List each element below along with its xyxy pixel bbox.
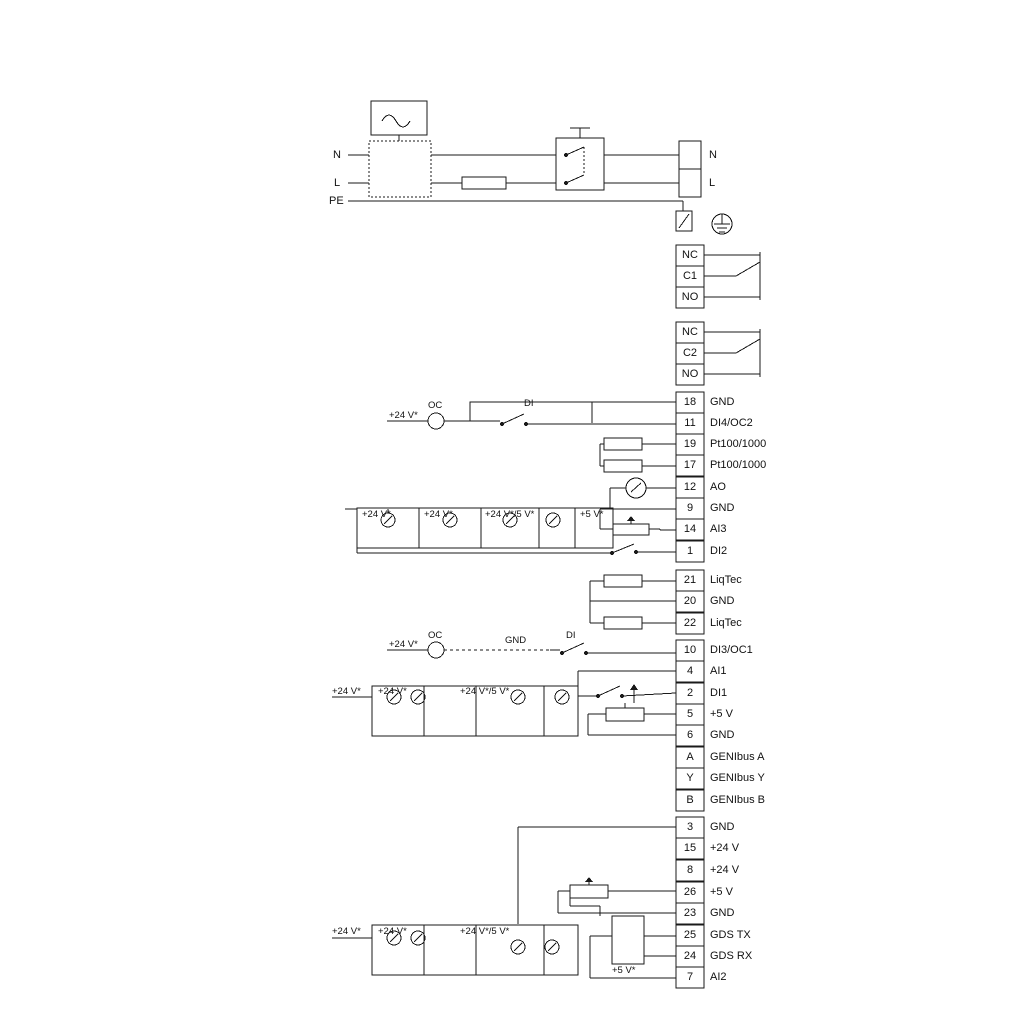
terminal-name: DI2	[710, 545, 728, 557]
terminal-number: 9	[686, 502, 694, 514]
terminal-number: 14	[683, 523, 697, 535]
terminal-number: 10	[683, 644, 697, 656]
output-n-label: N	[709, 149, 717, 161]
terminal-nc-2: NC	[682, 326, 698, 338]
terminal-nc-1: NC	[682, 249, 698, 261]
terminal-number: 17	[683, 459, 697, 471]
annotation-supply-24-b2: +24 V*	[332, 686, 361, 697]
annotation-supply-24-b: +24 V*	[389, 639, 418, 650]
terminal-number: 19	[683, 438, 697, 450]
terminal-number: B	[686, 794, 694, 806]
terminal-name: GND	[710, 821, 735, 833]
terminal-name: AO	[710, 481, 726, 493]
annotation-ai2-s1: +24 V*	[378, 926, 407, 937]
terminal-name: Pt100/1000	[710, 459, 767, 471]
terminal-name: +5 V	[710, 708, 733, 720]
terminal-name: +24 V	[710, 864, 740, 876]
terminal-name: GENIbus A	[710, 751, 765, 763]
output-l-label: L	[709, 177, 716, 189]
terminal-name: DI4/OC2	[710, 417, 753, 429]
terminal-number: 11	[684, 417, 696, 429]
terminal-number: Y	[686, 772, 694, 784]
terminal-name: GND	[710, 502, 735, 514]
terminal-number: 18	[683, 396, 697, 408]
terminal-name: GND	[710, 729, 735, 741]
terminal-number: 7	[686, 971, 694, 983]
terminal-no-2: NO	[681, 368, 699, 380]
terminal-number: 21	[683, 574, 697, 586]
terminal-name: DI3/OC1	[710, 644, 753, 656]
annotation-oc-1: OC	[428, 400, 443, 411]
terminal-name: GND	[710, 396, 735, 408]
terminal-number: 20	[683, 595, 697, 607]
terminal-number: 8	[686, 864, 694, 876]
terminal-no-1: NO	[681, 291, 699, 303]
annotation-ai3-s3: +24 V*/5 V*	[485, 509, 535, 520]
terminal-c2: C2	[682, 347, 698, 359]
annotation-supply-24-a: +24 V*	[389, 410, 418, 421]
terminal-number: 24	[683, 950, 697, 962]
terminal-number: 6	[686, 729, 694, 741]
terminal-c1: C1	[682, 270, 698, 282]
terminal-name: GND	[710, 907, 735, 919]
annotation-di-2: DI	[566, 630, 576, 641]
terminal-name: AI3	[710, 523, 727, 535]
terminal-number: 4	[686, 665, 694, 677]
terminal-number: 26	[683, 886, 697, 898]
terminal-name: LiqTec	[710, 617, 742, 629]
annotation-di-1: DI	[524, 398, 534, 409]
terminal-name: GDS TX	[710, 929, 751, 941]
terminal-number: 25	[683, 929, 697, 941]
terminal-number: 22	[683, 617, 697, 629]
annotation-ai3-s1: +24 V*	[362, 509, 391, 520]
terminal-name: AI1	[710, 665, 727, 677]
terminal-number: 12	[683, 481, 697, 493]
terminal-number: 1	[686, 545, 694, 557]
annotation-ai1-s1: +24 V*	[378, 686, 407, 697]
annotation-gnd-mid: GND	[505, 635, 527, 646]
annotation-ai1-s2: +24 V*/5 V*	[460, 686, 510, 697]
terminal-number: 3	[686, 821, 694, 833]
terminal-number: 23	[683, 907, 697, 919]
annotation-supply-24-c: +24 V*	[332, 926, 361, 937]
terminal-number: 15	[683, 842, 697, 854]
annotation-ai3-s4: +5 V*	[580, 509, 604, 520]
terminal-number: 5	[686, 708, 694, 720]
terminal-name: GENIbus Y	[710, 772, 765, 784]
annotation-ai2-s3: +5 V*	[612, 965, 636, 976]
terminal-name: +5 V	[710, 886, 733, 898]
terminal-name: LiqTec	[710, 574, 742, 586]
terminal-name: +24 V	[710, 842, 740, 854]
terminal-name: DI1	[710, 687, 728, 699]
annotation-oc-2: OC	[428, 630, 443, 641]
terminal-name: AI2	[710, 971, 727, 983]
mains-l-label: L	[334, 177, 341, 189]
annotation-ai3-s2: +24 V*	[424, 509, 453, 520]
terminal-name: Pt100/1000	[710, 438, 767, 450]
terminal-name: GDS RX	[710, 950, 753, 962]
annotation-ai2-s2: +24 V*/5 V*	[460, 926, 510, 937]
mains-pe-label: PE	[329, 195, 344, 207]
terminal-name: GENIbus B	[710, 794, 766, 806]
terminal-number: A	[686, 751, 694, 763]
terminal-number: 2	[686, 687, 694, 699]
terminal-name: GND	[710, 595, 735, 607]
mains-n-label: N	[333, 149, 341, 161]
